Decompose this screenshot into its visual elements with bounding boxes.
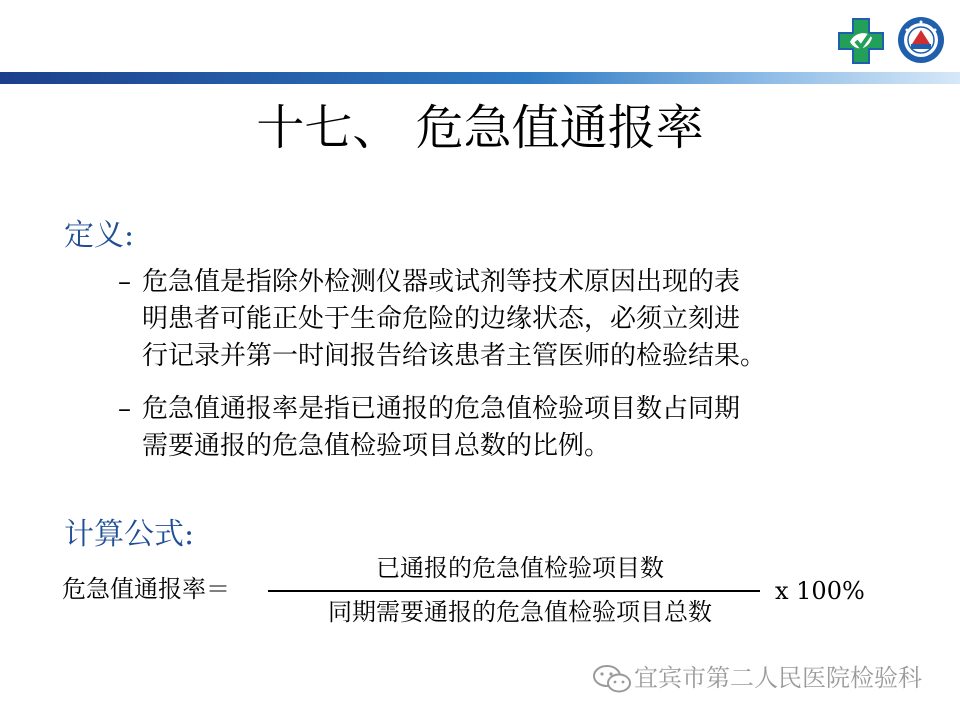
definition-heading: 定义: xyxy=(64,218,135,253)
bullet-text: 危急值通报率是指已通报的危急值检验项目数占同期 需要通报的危急值检验项目总数的比例。 xyxy=(142,394,741,461)
watermark-text: 宜宾市第二人民医院检验科 xyxy=(634,664,922,692)
slide-title: 十七、 危急值通报率 xyxy=(256,100,704,156)
header-bar xyxy=(0,72,960,84)
formula-numerator: 已通报的危急值检验项目数 xyxy=(376,554,664,582)
bullet-text: 危急值是指除外检测仪器或试剂等技术原因出现的表 明患者可能正处于生命危险的边缘状态，必须立刻进 行记录并第一时间报告给该患者主管医师的检验结果。 xyxy=(142,267,767,371)
formula-lhs: 危急值通报率＝ xyxy=(62,575,230,603)
bullet-marker: – xyxy=(118,394,131,424)
university-seal-logo xyxy=(897,16,945,64)
formula-multiplier: x 100% xyxy=(775,577,865,605)
formula-heading: 计算公式: xyxy=(64,517,195,552)
hospital-cross-logo xyxy=(836,16,886,66)
bullet-marker: – xyxy=(118,267,131,297)
fraction-bar xyxy=(268,590,760,592)
wechat-icon xyxy=(592,664,632,694)
formula-denominator: 同期需要通报的危急值检验项目总数 xyxy=(328,598,712,626)
